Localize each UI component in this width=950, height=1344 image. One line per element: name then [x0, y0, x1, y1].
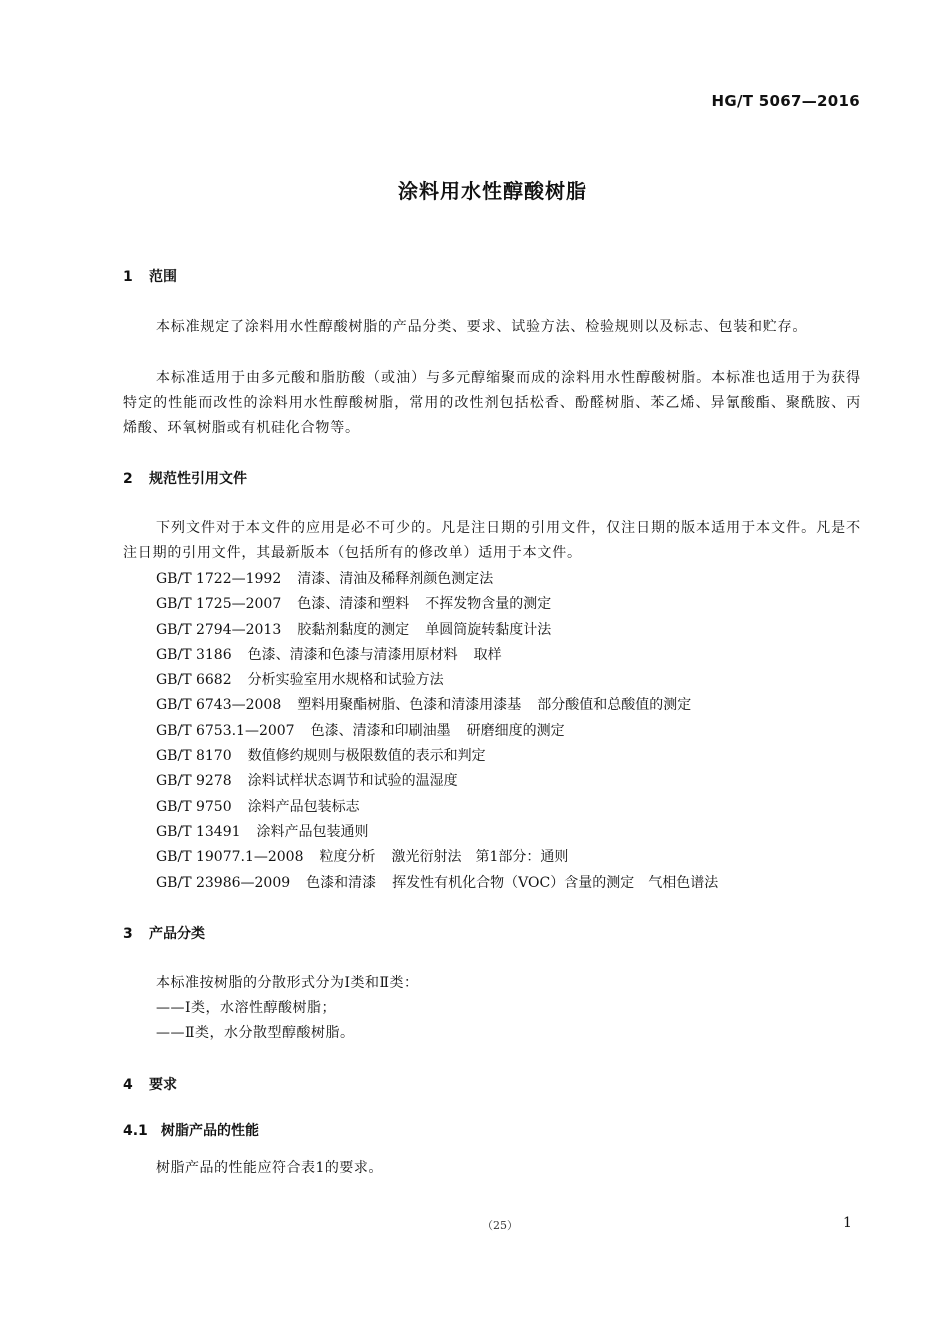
footer-center-mark: （25） — [482, 1219, 518, 1232]
reference-item — [156, 871, 718, 896]
reference-title: 色漆、清漆和印刷油墨 — [310, 722, 451, 739]
scope-paragraph-1: 本标准规定了涂料用水性醇酸树脂的产品分类、要求、试验方法、检验规则以及标志、包装和贮存。 — [156, 319, 808, 335]
reference-title: 数值修约规则与极限数值的表示和判定 — [247, 748, 486, 765]
classification-item-1: ——Ⅰ类，水溶性醇酸树脂； — [156, 1000, 337, 1016]
reference-code: GB/T 9750 — [156, 798, 232, 815]
reference-subtitle: 不挥发物含量的测定 — [425, 596, 552, 613]
reference-title: 涂料试样状态调节和试验的温湿度 — [247, 773, 458, 790]
reference-title: 清漆、清油及稀释剂颜色测定法 — [297, 571, 494, 587]
reference-item — [156, 693, 718, 718]
reference-item — [156, 845, 718, 870]
section-title: 要求 — [149, 1077, 177, 1093]
reference-code: GB/T 23986—2009 — [156, 874, 291, 891]
reference-item — [156, 744, 718, 769]
reference-code: GB/T 9278 — [156, 773, 232, 790]
scope-paragraph-2: 本标准适用于由多元酸和脂肪酸（或油）与多元醇缩聚而成的涂料用水性醇酸树脂。本标准也适用于为获得特定的性能而改性的涂料用水性醇酸树脂，常用的改性剂包括松香、酚醛树脂、苯乙烯、异氰酸酯、聚酰胺、丙烯酸、环氧树脂或有机硅化合物等。 — [123, 370, 861, 436]
document-title: 涂料用水性醇酸树脂 — [398, 179, 587, 203]
reference-subtitle: 激光衍射法 第1部分：通则 — [391, 849, 569, 866]
reference-item — [156, 769, 718, 794]
reference-subtitle: 单圆筒旋转黏度计法 — [425, 621, 552, 638]
classification-item-2: ——Ⅱ类，水分散型醇酸树脂。 — [156, 1025, 355, 1041]
references-intro: 下列文件对于本文件的应用是必不可少的。凡是注日期的引用文件，仅注日期的版本适用于本文件。凡是不注日期的引用文件，其最新版本（包括所有的修改单）适用于本文件。 — [123, 520, 861, 561]
reference-subtitle: 取样 — [473, 646, 502, 663]
reference-title: 色漆、清漆和塑料 — [297, 596, 410, 613]
reference-item — [156, 795, 718, 820]
subsection-title: 树脂产品的性能 — [161, 1123, 259, 1139]
classification-intro: 本标准按树脂的分散形式分为Ⅰ类和Ⅱ类： — [156, 975, 419, 991]
reference-item — [156, 592, 718, 617]
reference-code: GB/T 3186 — [156, 646, 232, 663]
section-number: 2 — [123, 471, 133, 487]
reference-item — [156, 719, 718, 744]
reference-code: GB/T 8170 — [156, 748, 232, 765]
reference-code: GB/T 6682 — [156, 672, 232, 689]
reference-title: 涂料产品包装通则 — [256, 823, 369, 840]
reference-item — [156, 820, 718, 845]
reference-code: GB/T 1725—2007 — [156, 596, 282, 613]
reference-code: GB/T 1722—1992 — [156, 571, 282, 587]
section-title: 产品分类 — [149, 926, 205, 942]
reference-subtitle: 部分酸值和总酸值的测定 — [537, 697, 692, 714]
reference-title: 色漆和清漆 — [306, 874, 377, 891]
reference-code: GB/T 13491 — [156, 823, 241, 840]
reference-item — [156, 668, 718, 693]
performance-requirement-text: 树脂产品的性能应符合表1的要求。 — [156, 1160, 383, 1176]
reference-item — [156, 618, 718, 643]
reference-title: 胶黏剂黏度的测定 — [297, 621, 410, 638]
reference-title: 粒度分析 — [319, 849, 376, 866]
section-3-heading — [123, 923, 205, 943]
section-number: 4 — [123, 1077, 133, 1093]
reference-item — [156, 643, 718, 668]
section-title: 规范性引用文件 — [149, 471, 247, 487]
reference-subtitle: 挥发性有机化合物（VOC）含量的测定 气相色谱法 — [392, 874, 719, 891]
standard-code: HG/T 5067—2016 — [711, 92, 860, 110]
reference-code: GB/T 6753.1—2007 — [156, 722, 295, 739]
reference-item — [156, 567, 718, 592]
reference-title: 分析实验室用水规格和试验方法 — [247, 672, 444, 689]
section-4-heading — [123, 1074, 177, 1094]
reference-code: GB/T 2794—2013 — [156, 621, 282, 638]
section-number: 1 — [123, 269, 133, 285]
reference-code: GB/T 6743—2008 — [156, 697, 282, 714]
subsection-4-1-heading — [123, 1120, 259, 1140]
reference-list — [156, 567, 718, 896]
section-number: 3 — [123, 926, 133, 942]
section-1-heading — [123, 266, 177, 286]
reference-subtitle: 研磨细度的测定 — [466, 722, 565, 739]
section-2-heading — [123, 468, 247, 488]
section-title: 范围 — [149, 269, 177, 285]
page-number: 1 — [843, 1215, 852, 1231]
reference-title: 色漆、清漆和色漆与清漆用原材料 — [247, 646, 458, 663]
reference-code: GB/T 19077.1—2008 — [156, 849, 304, 866]
reference-title: 塑料用聚酯树脂、色漆和清漆用漆基 — [297, 697, 522, 714]
subsection-number: 4.1 — [123, 1123, 148, 1139]
reference-title: 涂料产品包装标志 — [247, 798, 360, 815]
